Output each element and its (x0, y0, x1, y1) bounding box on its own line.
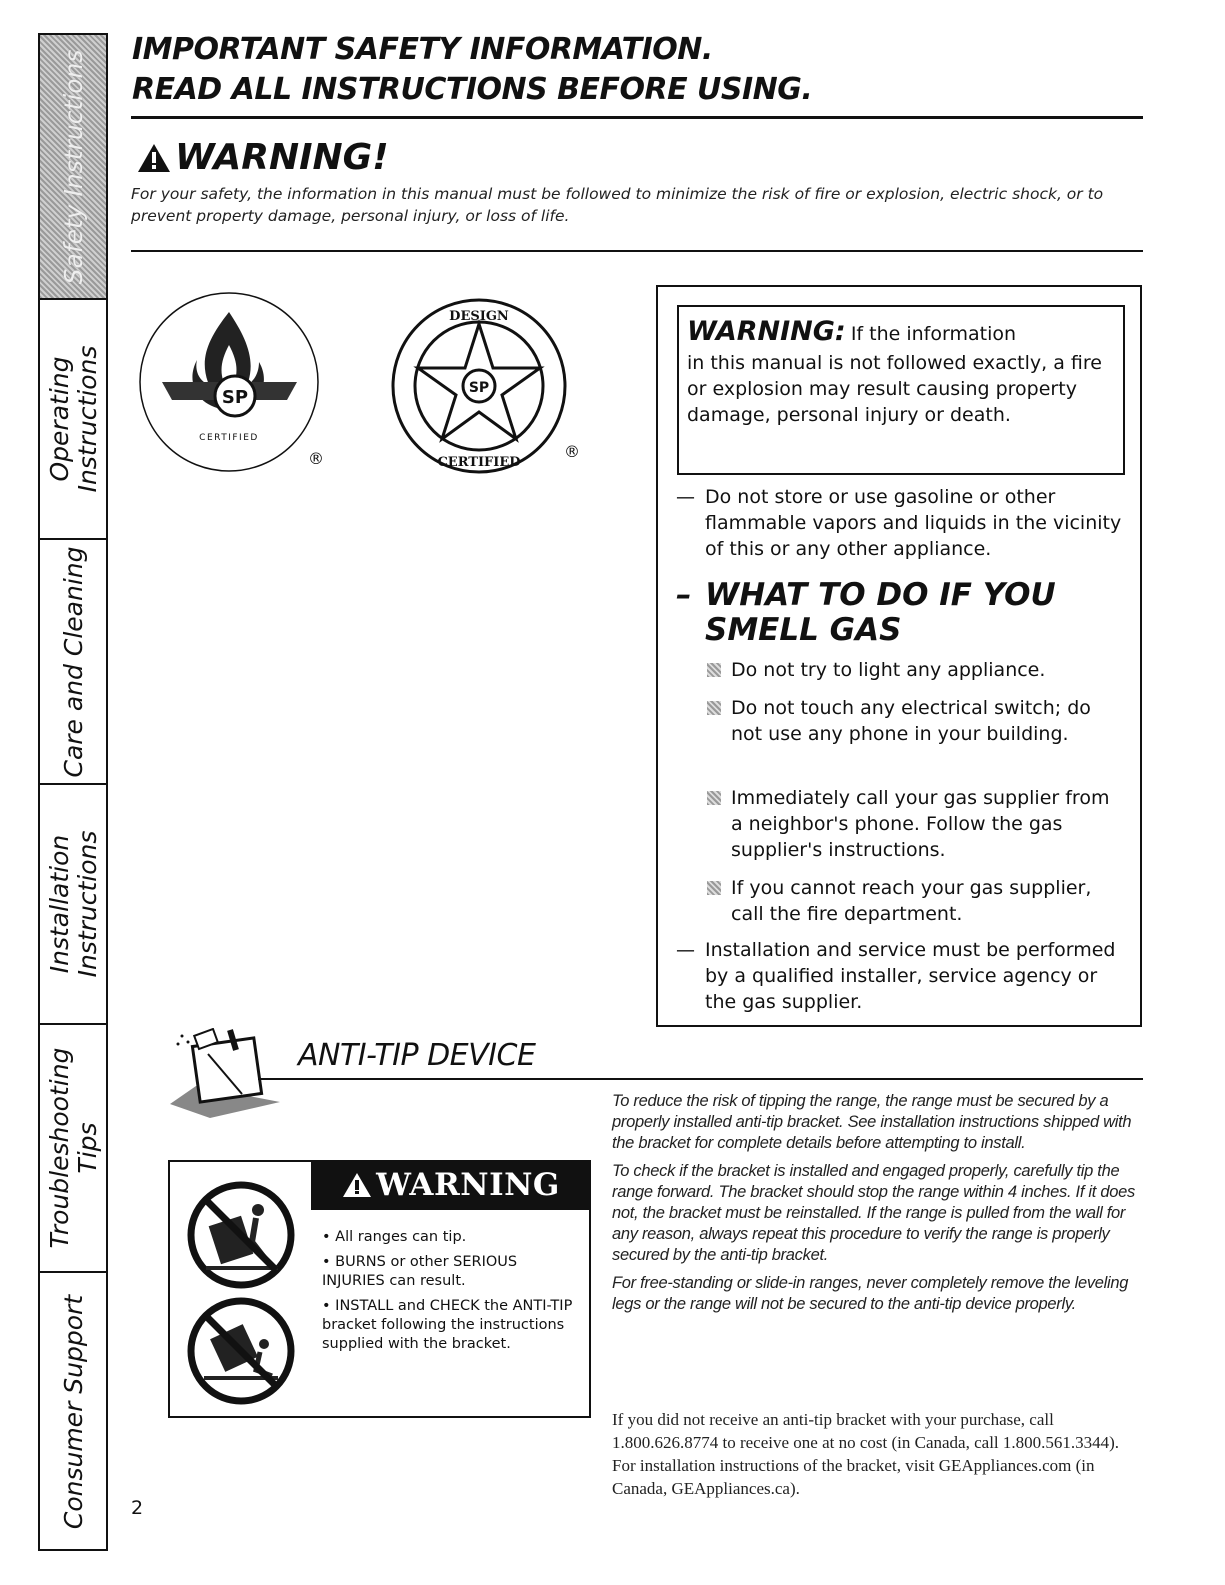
header-rule (131, 116, 1143, 119)
inner-warning-text-2: in this manual is not followed exactly, a fire or explosion may result causing property damage, personal injury or death. (687, 352, 1102, 426)
title-line-2: READ ALL INSTRUCTIONS BEFORE USING. (132, 72, 813, 107)
bullet-square-icon (707, 881, 721, 895)
csa-flame-certified-logo (137, 290, 322, 475)
dash-item-text: Installation and service must be performed by a qualified installer, service agency or the gas supplier. (705, 939, 1116, 1013)
bullet-square-icon (707, 701, 721, 715)
page-number: 2 (131, 1497, 144, 1519)
warning-title: WARNING! (175, 137, 389, 178)
anti-tip-title: ANTI-TIP DEVICE (298, 1038, 536, 1073)
warning-panel-item: • BURNS or other SERIOUS INJURIES can result. (322, 1254, 518, 1289)
inner-warning-text-1: If the information (850, 323, 1017, 345)
bullet-text: Immediately call your gas supplier from a neighbor's phone. Follow the gas supplier's instructions. (731, 787, 1110, 861)
svg-text:SP: SP (468, 380, 490, 396)
no-tipping-oven-door-icon (186, 1296, 296, 1406)
design-certified-star-logo (384, 296, 574, 476)
gas-warning-inner-box (677, 305, 1125, 475)
bullet-text: If you cannot reach your gas supplier, call the fire department. (731, 877, 1092, 925)
tab-consumer-support[interactable] (40, 1273, 108, 1551)
warning-triangle-icon (342, 1172, 372, 1198)
registered-mark: ® (308, 449, 324, 468)
warning-panel-title: WARNING (376, 1167, 560, 1203)
anti-tip-contact-info: If you did not receive an anti-tip bracket with your purchase, call 1.800.626.8774 to receive one at no cost (in Canada, call 1.800.561.3344). For installation instructions of the bracket, visit GEAppliances.com (in Canada, GEAppliances.ca). (612, 1410, 1120, 1498)
anti-tip-rule (258, 1078, 1143, 1080)
tab-label: Installation Instructions (45, 830, 102, 978)
side-tab-bar (38, 33, 108, 1551)
tab-label: Consumer Support (59, 1294, 88, 1530)
title-line-1: IMPORTANT SAFETY INFORMATION. (132, 32, 713, 67)
tab-care-and-cleaning[interactable] (40, 540, 108, 785)
bullet-text: Do not touch any electrical switch; do not use any phone in your building. (731, 697, 1091, 745)
anti-tip-paragraph: To reduce the risk of tipping the range, the range must be secured by a properly installed anti-tip bracket. See installation instructions shipped with the bracket for complete details before attempting to install. (612, 1092, 1132, 1152)
bullet-square-icon (707, 663, 721, 677)
warning-panel-list (322, 1228, 582, 1360)
logo2-bottom-text: CERTIFIED (437, 455, 521, 470)
smell-gas-heading-text: WHAT TO DO IF YOU SMELL GAS (705, 577, 1056, 648)
bullet-square-icon (707, 791, 721, 805)
anti-tip-instructions (612, 1091, 1142, 1322)
tab-label: Operating Instructions (45, 345, 102, 493)
svg-text:SP: SP (221, 387, 249, 408)
logo2-top-text: DESIGN (449, 309, 509, 324)
registered-mark: ® (564, 442, 580, 461)
logo1-caption: CERTIFIED (199, 433, 259, 443)
warning-body: For your safety, the information in this manual must be followed to minimize the risk of fire or explosion, electric shock, or to prevent property damage, personal injury, or loss of life. (131, 185, 1104, 225)
tab-installation-instructions[interactable] (40, 785, 108, 1025)
anti-tip-paragraph: To check if the bracket is installed and engaged properly, carefully tip the range forward. The bracket should stop the range within 4 inches. If it does not, the bracket must be reinstalled. If the range is pulled from the wall for any reason, always repeat this procedure to verify the range is properly secured by the anti-tip bracket. (612, 1162, 1135, 1264)
tab-safety-instructions[interactable] (40, 35, 108, 300)
tab-troubleshooting-tips[interactable] (40, 1025, 108, 1273)
tab-label: Care and Cleaning (59, 546, 88, 777)
warning-heading (137, 138, 389, 178)
warning-panel-header (311, 1160, 591, 1210)
anti-tip-bracket-icon (170, 1028, 280, 1118)
tab-label: Troubleshooting Tips (45, 1047, 102, 1249)
no-tipping-range-icon (186, 1180, 296, 1290)
warning-triangle-icon (137, 143, 171, 173)
inner-warning-label: WARNING: (687, 316, 846, 347)
tab-label: Safety Instructions (59, 49, 88, 284)
dash-item-text: Do not store or use gasoline or other flammable vapors and liquids in the vicinity of this or any other appliance. (705, 486, 1122, 560)
bullet-text: Do not try to light any appliance. (731, 659, 1046, 681)
warning-panel-item: • All ranges can tip. (322, 1229, 467, 1245)
warning-panel-item: • INSTALL and CHECK the ANTI-TIP bracket following the instructions supplied with the bracket. (322, 1298, 573, 1352)
tab-operating-instructions[interactable] (40, 300, 108, 540)
section-rule (131, 250, 1143, 252)
anti-tip-paragraph: For free-standing or slide-in ranges, never completely remove the leveling legs or the range will not be secured to the anti-tip device properly. (612, 1274, 1129, 1313)
tab-divider (106, 33, 108, 1551)
page-title (132, 30, 812, 110)
